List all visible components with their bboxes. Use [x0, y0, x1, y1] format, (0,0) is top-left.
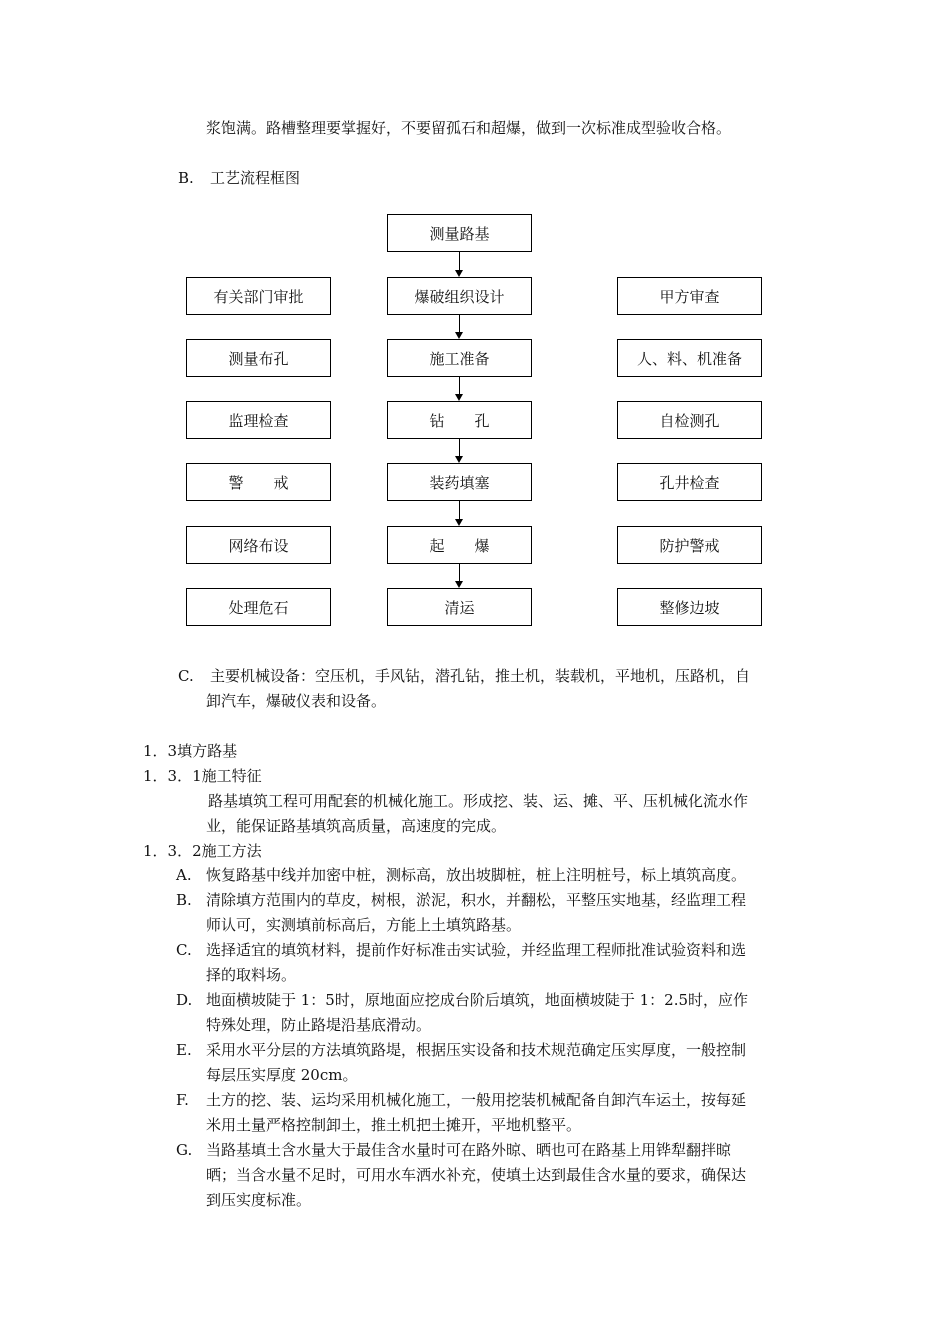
flow-left-1: 有关部门审批 — [186, 277, 331, 315]
method-text: 恢复路基中线并加密中桩，测标高，放出坡脚桩，桩上注明桩号，标上填筑高度。 — [206, 866, 747, 884]
method-text: 土方的挖、装、运均采用机械化施工，一般用挖装机械配备自卸汽车运土，按每延 — [206, 1091, 747, 1109]
arrow-down-icon — [455, 270, 463, 277]
heading-1-3-1: 1．3．1施工特征 — [143, 767, 262, 785]
arrow-down-icon — [455, 332, 463, 339]
method-text: 清除填方范围内的草皮，树根，淤泥，积水，并翻松，平整压实地基，经监理工程 — [206, 891, 747, 909]
method-text: 地面横坡陡于 1：5时，原地面应挖成台阶后填筑，地面横坡陡于 1：2.5时，应作 — [206, 991, 749, 1009]
method-label: G. — [176, 1141, 193, 1159]
method-text: 采用水平分层的方法填筑路堤，根据压实设备和技术规范确定压实厚度，一般控制 — [206, 1041, 747, 1059]
para-1-3-1-line-2: 业，能保证路基填筑高质量，高速度的完成。 — [206, 817, 507, 835]
method-text: 师认可，实测填前标高后，方能上土填筑路基。 — [206, 916, 522, 934]
flow-right-3: 自检测孔 — [617, 401, 762, 439]
flow-step-3: 施工准备 — [387, 339, 532, 377]
flow-step-6: 起 爆 — [387, 526, 532, 564]
flow-arrow-line — [459, 564, 460, 581]
flow-step-7: 清运 — [387, 588, 532, 626]
arrow-down-icon — [455, 581, 463, 588]
section-c-line-1: 主要机械设备：空压机，手风钻，潜孔钻，推土机，装载机，平地机，压路机，自 — [210, 667, 751, 685]
section-b-title: 工艺流程框图 — [210, 169, 301, 187]
section-c-line-2: 卸汽车，爆破仪表和设备。 — [206, 692, 387, 710]
flow-arrow-line — [459, 377, 460, 394]
flow-step-2: 爆破组织设计 — [387, 277, 532, 315]
method-label: A. — [176, 866, 192, 884]
method-text: 选择适宜的填筑材料，提前作好标准击实试验，并经监理工程师批准试验资料和选 — [206, 941, 747, 959]
method-text: 每层压实厚度 20cm。 — [206, 1066, 358, 1084]
section-c-label: C. — [178, 667, 194, 685]
flow-right-2: 人、料、机准备 — [617, 339, 762, 377]
flow-right-4: 孔井检查 — [617, 463, 762, 501]
method-label: D. — [176, 991, 193, 1009]
flow-arrow-line — [459, 315, 460, 332]
method-text: 晒；当含水量不足时，可用水车洒水补充，使填土达到最佳含水量的要求，确保达 — [206, 1166, 747, 1184]
flow-left-5: 网络布设 — [186, 526, 331, 564]
intro-text: 浆饱满。路槽整理要掌握好，不要留孤石和超爆，做到一次标准成型验收合格。 — [206, 119, 732, 137]
method-label: E. — [176, 1041, 192, 1059]
flow-step-4: 钻 孔 — [387, 401, 532, 439]
heading-1-3: 1．3填方路基 — [143, 742, 238, 760]
flow-left-3: 监理检查 — [186, 401, 331, 439]
flow-left-2: 测量布孔 — [186, 339, 331, 377]
method-text: 米用土量严格控制卸土，推土机把土摊开，平地机整平。 — [206, 1116, 582, 1134]
method-label: B. — [176, 891, 192, 909]
flow-left-4: 警 戒 — [186, 463, 331, 501]
flow-step-1: 测量路基 — [387, 214, 532, 252]
arrow-down-icon — [455, 456, 463, 463]
flow-arrow-line — [459, 501, 460, 519]
method-text: 特殊处理，防止路堤沿基底滑动。 — [206, 1016, 432, 1034]
para-1-3-1-line-1: 路基填筑工程可用配套的机械化施工。形成挖、装、运、摊、平、压机械化流水作 — [208, 792, 749, 810]
flow-right-5: 防护警戒 — [617, 526, 762, 564]
heading-1-3-2: 1．3．2施工方法 — [143, 842, 262, 860]
flow-step-5: 装药填塞 — [387, 463, 532, 501]
flow-arrow-line — [459, 439, 460, 456]
flow-right-1: 甲方审查 — [617, 277, 762, 315]
flow-arrow-line — [459, 252, 460, 270]
flow-right-6: 整修边坡 — [617, 588, 762, 626]
arrow-down-icon — [455, 394, 463, 401]
method-text: 到压实度标准。 — [206, 1191, 312, 1209]
flow-left-6: 处理危石 — [186, 588, 331, 626]
arrow-down-icon — [455, 519, 463, 526]
method-label: C. — [176, 941, 192, 959]
method-text: 择的取料场。 — [206, 966, 297, 984]
section-b-label: B. — [178, 169, 194, 187]
method-label: F. — [176, 1091, 189, 1109]
method-text: 当路基填土含水量大于最佳含水量时可在路外晾、晒也可在路基上用铧犁翻拌晾 — [206, 1141, 732, 1159]
